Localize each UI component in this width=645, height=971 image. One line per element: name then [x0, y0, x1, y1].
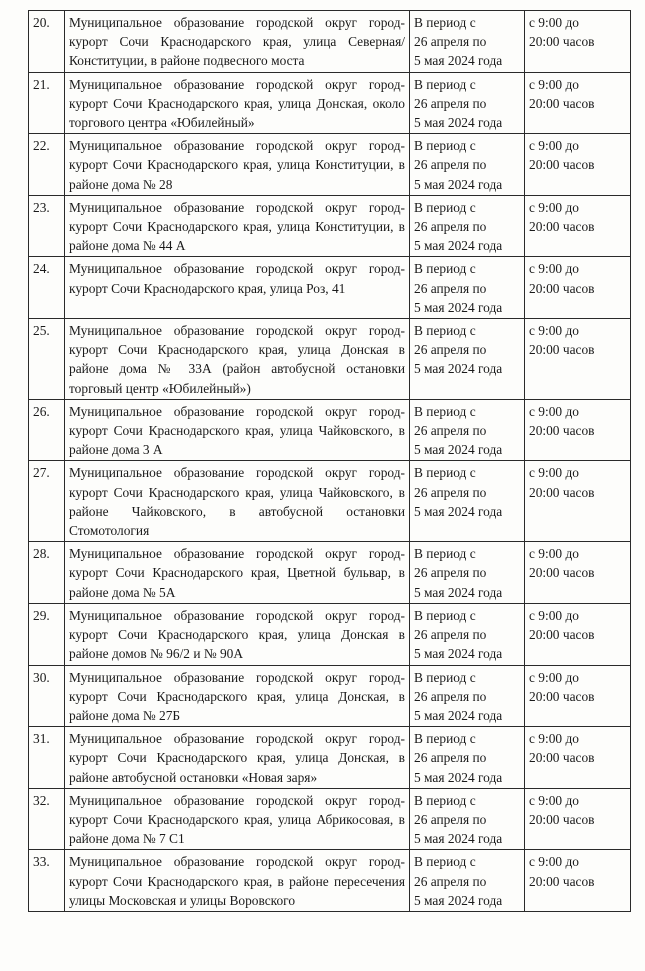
location-cell: Муниципальное образование городской округ город-курорт Сочи Краснодарского края, улица Донская, около торгового центра «Юбилейный» — [65, 72, 410, 134]
period-cell: В период с 26 апреля по 5 мая 2024 года — [410, 399, 525, 461]
time-cell: с 9:00 до 20:00 часов — [525, 788, 631, 850]
row-number: 33. — [29, 850, 65, 912]
row-number: 22. — [29, 134, 65, 196]
table-row — [29, 788, 631, 850]
row-number: 29. — [29, 603, 65, 665]
time-cell: с 9:00 до 20:00 часов — [525, 850, 631, 912]
time-cell: с 9:00 до 20:00 часов — [525, 461, 631, 542]
time-cell: с 9:00 до 20:00 часов — [525, 134, 631, 196]
table-row — [29, 542, 631, 604]
row-number: 30. — [29, 665, 65, 727]
time-cell: с 9:00 до 20:00 часов — [525, 603, 631, 665]
period-cell: В период с 26 апреля по 5 мая 2024 года — [410, 11, 525, 73]
time-cell: с 9:00 до 20:00 часов — [525, 399, 631, 461]
location-cell: Муниципальное образование городской округ город-курорт Сочи Краснодарского края, в районе пересечения улицы Московская и улицы Воровского — [65, 850, 410, 912]
time-cell: с 9:00 до 20:00 часов — [525, 727, 631, 789]
row-number: 24. — [29, 257, 65, 319]
table-row — [29, 461, 631, 542]
time-cell: с 9:00 до 20:00 часов — [525, 319, 631, 400]
location-cell: Муниципальное образование городской округ город-курорт Сочи Краснодарского края, улица Конституции, в районе дома № 28 — [65, 134, 410, 196]
location-cell: Муниципальное образование городской округ город-курорт Сочи Краснодарского края, улица Донская в районе дома № 33А (район автобусной остановки торговый центр «Юбилейный») — [65, 319, 410, 400]
table-row — [29, 195, 631, 257]
location-cell: Муниципальное образование городской округ город-курорт Сочи Краснодарского края, улица Роз, 41 — [65, 257, 410, 319]
table-row — [29, 603, 631, 665]
time-cell: с 9:00 до 20:00 часов — [525, 195, 631, 257]
period-cell: В период с 26 апреля по 5 мая 2024 года — [410, 257, 525, 319]
table-row — [29, 399, 631, 461]
table-row — [29, 11, 631, 73]
period-cell: В период с 26 апреля по 5 мая 2024 года — [410, 788, 525, 850]
row-number: 25. — [29, 319, 65, 400]
location-cell: Муниципальное образование городской округ город-курорт Сочи Краснодарского края, улица Донская, в районе дома № 27Б — [65, 665, 410, 727]
location-cell: Муниципальное образование городской округ город-курорт Сочи Краснодарского края, Цветной бульвар, в районе дома № 5А — [65, 542, 410, 604]
period-cell: В период с 26 апреля по 5 мая 2024 года — [410, 665, 525, 727]
period-cell: В период с 26 апреля по 5 мая 2024 года — [410, 850, 525, 912]
row-number: 31. — [29, 727, 65, 789]
row-number: 21. — [29, 72, 65, 134]
table-row — [29, 257, 631, 319]
schedule-table — [28, 10, 631, 912]
time-cell: с 9:00 до 20:00 часов — [525, 72, 631, 134]
period-cell: В период с 26 апреля по 5 мая 2024 года — [410, 603, 525, 665]
period-cell: В период с 26 апреля по 5 мая 2024 года — [410, 319, 525, 400]
period-cell: В период с 26 апреля по 5 мая 2024 года — [410, 542, 525, 604]
location-cell: Муниципальное образование городской округ город-курорт Сочи Краснодарского края, улица Чайковского, в районе Чайковского, в автобусной остановки Стомотология — [65, 461, 410, 542]
table-row — [29, 72, 631, 134]
row-number: 23. — [29, 195, 65, 257]
location-cell: Муниципальное образование городской округ город-курорт Сочи Краснодарского края, улица Донская, в районе автобусной остановки «Новая заря» — [65, 727, 410, 789]
row-number: 28. — [29, 542, 65, 604]
time-cell: с 9:00 до 20:00 часов — [525, 542, 631, 604]
location-cell: Муниципальное образование городской округ город-курорт Сочи Краснодарского края, улица Чайковского, в районе дома 3 А — [65, 399, 410, 461]
table-row — [29, 134, 631, 196]
row-number: 26. — [29, 399, 65, 461]
time-cell: с 9:00 до 20:00 часов — [525, 11, 631, 73]
location-cell: Муниципальное образование городской округ город-курорт Сочи Краснодарского края, улица Абрикосовая, в районе дома № 7 С1 — [65, 788, 410, 850]
row-number: 20. — [29, 11, 65, 73]
table-row — [29, 727, 631, 789]
time-cell: с 9:00 до 20:00 часов — [525, 257, 631, 319]
location-cell: Муниципальное образование городской округ город-курорт Сочи Краснодарского края, улица Северная/Конституции, в районе подвесного моста — [65, 11, 410, 73]
table-row — [29, 850, 631, 912]
period-cell: В период с 26 апреля по 5 мая 2024 года — [410, 72, 525, 134]
location-cell: Муниципальное образование городской округ город-курорт Сочи Краснодарского края, улица Конституции, в районе дома № 44 А — [65, 195, 410, 257]
time-cell: с 9:00 до 20:00 часов — [525, 665, 631, 727]
period-cell: В период с 26 апреля по 5 мая 2024 года — [410, 134, 525, 196]
period-cell: В период с 26 апреля по 5 мая 2024 года — [410, 727, 525, 789]
period-cell: В период с 26 апреля по 5 мая 2024 года — [410, 195, 525, 257]
row-number: 32. — [29, 788, 65, 850]
table-row — [29, 665, 631, 727]
row-number: 27. — [29, 461, 65, 542]
table-row — [29, 319, 631, 400]
location-cell: Муниципальное образование городской округ город-курорт Сочи Краснодарского края, улица Донская в районе домов № 96/2 и № 90А — [65, 603, 410, 665]
period-cell: В период с 26 апреля по 5 мая 2024 года — [410, 461, 525, 542]
